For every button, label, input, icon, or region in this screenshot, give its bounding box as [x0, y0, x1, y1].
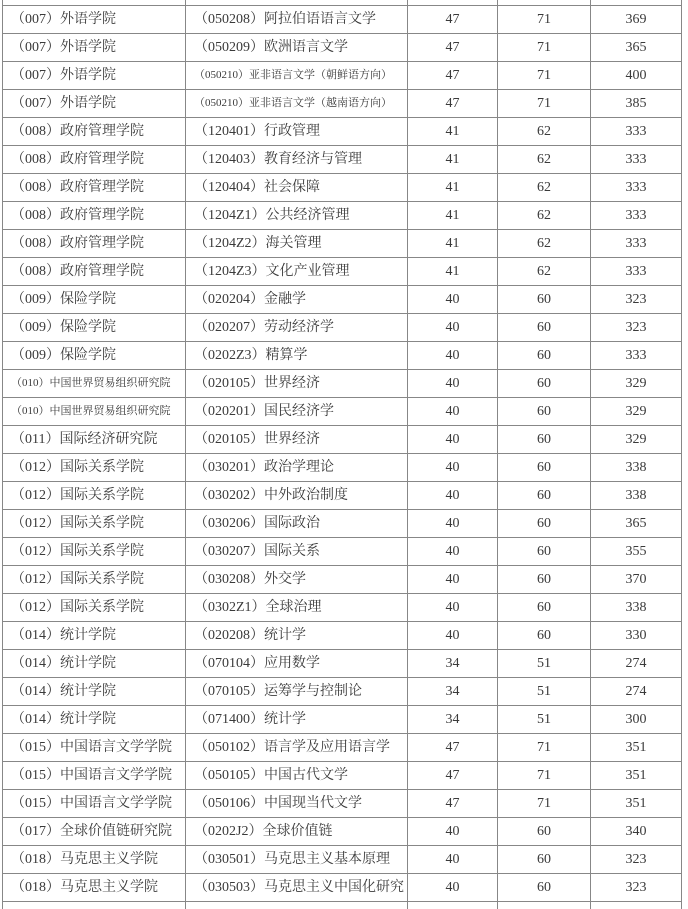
score1-cell: 40 — [408, 454, 498, 482]
score2-cell: 60 — [498, 454, 591, 482]
cutoff-row-bottom — [3, 902, 682, 909]
table-row — [3, 482, 682, 510]
total-cell: 329 — [591, 398, 682, 426]
total-cell: 330 — [591, 622, 682, 650]
major-cell: （070104）应用数学 — [186, 650, 408, 678]
score2-cell: 60 — [498, 622, 591, 650]
empty-cell — [498, 902, 591, 909]
major-cell: （030503）马克思主义中国化研究 — [186, 874, 408, 902]
score1-cell: 40 — [408, 846, 498, 874]
score2-cell: 60 — [498, 286, 591, 314]
total-cell: 351 — [591, 790, 682, 818]
score1-cell: 40 — [408, 314, 498, 342]
empty-cell — [186, 902, 408, 909]
score2-cell: 60 — [498, 846, 591, 874]
empty-cell — [408, 902, 498, 909]
table-row — [3, 734, 682, 762]
table-row — [3, 146, 682, 174]
major-cell: （030201）政治学理论 — [186, 454, 408, 482]
table-row — [3, 426, 682, 454]
score1-cell: 40 — [408, 874, 498, 902]
total-cell: 340 — [591, 818, 682, 846]
score1-cell: 34 — [408, 706, 498, 734]
score1-cell: 41 — [408, 118, 498, 146]
score1-cell: 41 — [408, 174, 498, 202]
table-row — [3, 678, 682, 706]
total-cell: 333 — [591, 230, 682, 258]
score1-cell: 41 — [408, 146, 498, 174]
score2-cell: 62 — [498, 258, 591, 286]
score2-cell: 60 — [498, 510, 591, 538]
score1-cell: 40 — [408, 566, 498, 594]
major-cell: （030207）国际关系 — [186, 538, 408, 566]
college-cell: （015）中国语言文学学院 — [3, 734, 186, 762]
table-row — [3, 650, 682, 678]
score2-cell: 60 — [498, 342, 591, 370]
college-cell: （011）国际经济研究院 — [3, 426, 186, 454]
score2-cell: 62 — [498, 146, 591, 174]
total-cell: 333 — [591, 342, 682, 370]
table-row — [3, 874, 682, 902]
table-row — [3, 118, 682, 146]
score1-cell: 40 — [408, 342, 498, 370]
admission-score-table — [2, 0, 682, 909]
major-cell: （020207）劳动经济学 — [186, 314, 408, 342]
table-row — [3, 230, 682, 258]
table-row — [3, 62, 682, 90]
major-cell: （0202J2）全球价值链 — [186, 818, 408, 846]
table-row — [3, 762, 682, 790]
college-cell: （008）政府管理学院 — [3, 146, 186, 174]
table-body — [3, 0, 682, 909]
major-cell: （120404）社会保障 — [186, 174, 408, 202]
college-cell: （007）外语学院 — [3, 90, 186, 118]
major-cell: （050208）阿拉伯语语言文学 — [186, 6, 408, 34]
college-cell: （007）外语学院 — [3, 6, 186, 34]
college-cell: （018）马克思主义学院 — [3, 846, 186, 874]
score2-cell: 60 — [498, 482, 591, 510]
table-row — [3, 34, 682, 62]
major-cell: （020201）国民经济学 — [186, 398, 408, 426]
total-cell: 323 — [591, 874, 682, 902]
table-row — [3, 370, 682, 398]
score1-cell: 47 — [408, 790, 498, 818]
table-row — [3, 566, 682, 594]
score1-cell: 40 — [408, 482, 498, 510]
total-cell: 369 — [591, 6, 682, 34]
major-cell: （050209）欧洲语言文学 — [186, 34, 408, 62]
major-cell: （050106）中国现当代文学 — [186, 790, 408, 818]
table-row — [3, 286, 682, 314]
table-row — [3, 202, 682, 230]
score1-cell: 34 — [408, 650, 498, 678]
college-cell: （009）保险学院 — [3, 342, 186, 370]
table-row — [3, 258, 682, 286]
score1-cell: 40 — [408, 594, 498, 622]
score2-cell: 60 — [498, 398, 591, 426]
college-cell: （012）国际关系学院 — [3, 454, 186, 482]
score2-cell: 51 — [498, 678, 591, 706]
score1-cell: 40 — [408, 398, 498, 426]
score1-cell: 47 — [408, 34, 498, 62]
empty-cell — [591, 902, 682, 909]
empty-cell — [3, 902, 186, 909]
college-cell: （008）政府管理学院 — [3, 174, 186, 202]
major-cell: （0302Z1）全球治理 — [186, 594, 408, 622]
total-cell: 338 — [591, 454, 682, 482]
college-cell: （010）中国世界贸易组织研究院 — [3, 370, 186, 398]
college-cell: （014）统计学院 — [3, 706, 186, 734]
table-row — [3, 342, 682, 370]
major-cell: （120403）教育经济与管理 — [186, 146, 408, 174]
score1-cell: 47 — [408, 62, 498, 90]
total-cell: 333 — [591, 258, 682, 286]
score2-cell: 60 — [498, 818, 591, 846]
college-cell: （015）中国语言文学学院 — [3, 762, 186, 790]
college-cell: （014）统计学院 — [3, 650, 186, 678]
major-cell: （050105）中国古代文学 — [186, 762, 408, 790]
table-row — [3, 706, 682, 734]
score1-cell: 47 — [408, 6, 498, 34]
score2-cell: 71 — [498, 734, 591, 762]
major-cell: （050102）语言学及应用语言学 — [186, 734, 408, 762]
major-cell: （020208）统计学 — [186, 622, 408, 650]
score2-cell: 60 — [498, 874, 591, 902]
total-cell: 365 — [591, 510, 682, 538]
major-cell: （1204Z3）文化产业管理 — [186, 258, 408, 286]
major-cell: （020105）世界经济 — [186, 370, 408, 398]
college-cell: （015）中国语言文学学院 — [3, 790, 186, 818]
major-cell: （0202Z3）精算学 — [186, 342, 408, 370]
score2-cell: 60 — [498, 566, 591, 594]
college-cell: （009）保险学院 — [3, 286, 186, 314]
major-cell: （120401）行政管理 — [186, 118, 408, 146]
major-cell: （030206）国际政治 — [186, 510, 408, 538]
major-cell: （1204Z2）海关管理 — [186, 230, 408, 258]
total-cell: 323 — [591, 846, 682, 874]
score2-cell: 71 — [498, 34, 591, 62]
score2-cell: 62 — [498, 202, 591, 230]
score1-cell: 41 — [408, 230, 498, 258]
college-cell: （012）国际关系学院 — [3, 482, 186, 510]
score1-cell: 47 — [408, 90, 498, 118]
total-cell: 333 — [591, 118, 682, 146]
score2-cell: 62 — [498, 174, 591, 202]
total-cell: 333 — [591, 146, 682, 174]
college-cell: （007）外语学院 — [3, 62, 186, 90]
total-cell: 274 — [591, 678, 682, 706]
college-cell: （008）政府管理学院 — [3, 258, 186, 286]
total-cell: 323 — [591, 286, 682, 314]
score2-cell: 62 — [498, 118, 591, 146]
total-cell: 329 — [591, 426, 682, 454]
score2-cell: 51 — [498, 706, 591, 734]
college-cell: （014）统计学院 — [3, 678, 186, 706]
total-cell: 370 — [591, 566, 682, 594]
score1-cell: 40 — [408, 622, 498, 650]
total-cell: 274 — [591, 650, 682, 678]
major-cell: （1204Z1）公共经济管理 — [186, 202, 408, 230]
score1-cell: 40 — [408, 538, 498, 566]
college-cell: （009）保险学院 — [3, 314, 186, 342]
score1-cell: 40 — [408, 286, 498, 314]
table-row — [3, 398, 682, 426]
table-row — [3, 538, 682, 566]
college-cell: （008）政府管理学院 — [3, 118, 186, 146]
score2-cell: 51 — [498, 650, 591, 678]
table-row — [3, 846, 682, 874]
score2-cell: 71 — [498, 790, 591, 818]
score2-cell: 60 — [498, 314, 591, 342]
total-cell: 385 — [591, 90, 682, 118]
score2-cell: 71 — [498, 90, 591, 118]
score1-cell: 40 — [408, 370, 498, 398]
college-cell: （008）政府管理学院 — [3, 202, 186, 230]
total-cell: 333 — [591, 174, 682, 202]
college-cell: （012）国际关系学院 — [3, 510, 186, 538]
major-cell: （020105）世界经济 — [186, 426, 408, 454]
major-cell: （050210）亚非语言文学（朝鲜语方向） — [186, 62, 408, 90]
major-cell: （050210）亚非语言文学（越南语方向） — [186, 90, 408, 118]
college-cell: （012）国际关系学院 — [3, 594, 186, 622]
major-cell: （020204）金融学 — [186, 286, 408, 314]
total-cell: 300 — [591, 706, 682, 734]
major-cell: （030202）中外政治制度 — [186, 482, 408, 510]
score2-cell: 62 — [498, 230, 591, 258]
score1-cell: 47 — [408, 762, 498, 790]
table-row — [3, 622, 682, 650]
college-cell: （014）统计学院 — [3, 622, 186, 650]
major-cell: （030208）外交学 — [186, 566, 408, 594]
college-cell: （010）中国世界贸易组织研究院 — [3, 398, 186, 426]
score1-cell: 40 — [408, 510, 498, 538]
major-cell: （070105）运筹学与控制论 — [186, 678, 408, 706]
score1-cell: 34 — [408, 678, 498, 706]
score2-cell: 60 — [498, 594, 591, 622]
score2-cell: 60 — [498, 426, 591, 454]
total-cell: 333 — [591, 202, 682, 230]
college-cell: （012）国际关系学院 — [3, 538, 186, 566]
major-cell: （071400）统计学 — [186, 706, 408, 734]
total-cell: 338 — [591, 594, 682, 622]
table-row — [3, 454, 682, 482]
total-cell: 323 — [591, 314, 682, 342]
score1-cell: 40 — [408, 818, 498, 846]
score2-cell: 71 — [498, 762, 591, 790]
total-cell: 365 — [591, 34, 682, 62]
total-cell: 355 — [591, 538, 682, 566]
score1-cell: 40 — [408, 426, 498, 454]
college-cell: （007）外语学院 — [3, 34, 186, 62]
score2-cell: 71 — [498, 62, 591, 90]
total-cell: 351 — [591, 734, 682, 762]
table-row — [3, 818, 682, 846]
total-cell: 400 — [591, 62, 682, 90]
table-row — [3, 174, 682, 202]
total-cell: 351 — [591, 762, 682, 790]
score2-cell: 60 — [498, 370, 591, 398]
college-cell: （017）全球价值链研究院 — [3, 818, 186, 846]
total-cell: 329 — [591, 370, 682, 398]
college-cell: （012）国际关系学院 — [3, 566, 186, 594]
table-row — [3, 6, 682, 34]
score1-cell: 41 — [408, 258, 498, 286]
total-cell: 338 — [591, 482, 682, 510]
score1-cell: 41 — [408, 202, 498, 230]
table-row — [3, 790, 682, 818]
college-cell: （008）政府管理学院 — [3, 230, 186, 258]
college-cell: （018）马克思主义学院 — [3, 874, 186, 902]
score2-cell: 60 — [498, 538, 591, 566]
table-row — [3, 314, 682, 342]
table-row — [3, 90, 682, 118]
table-row — [3, 594, 682, 622]
score2-cell: 71 — [498, 6, 591, 34]
major-cell: （030501）马克思主义基本原理 — [186, 846, 408, 874]
score1-cell: 47 — [408, 734, 498, 762]
table-row — [3, 510, 682, 538]
